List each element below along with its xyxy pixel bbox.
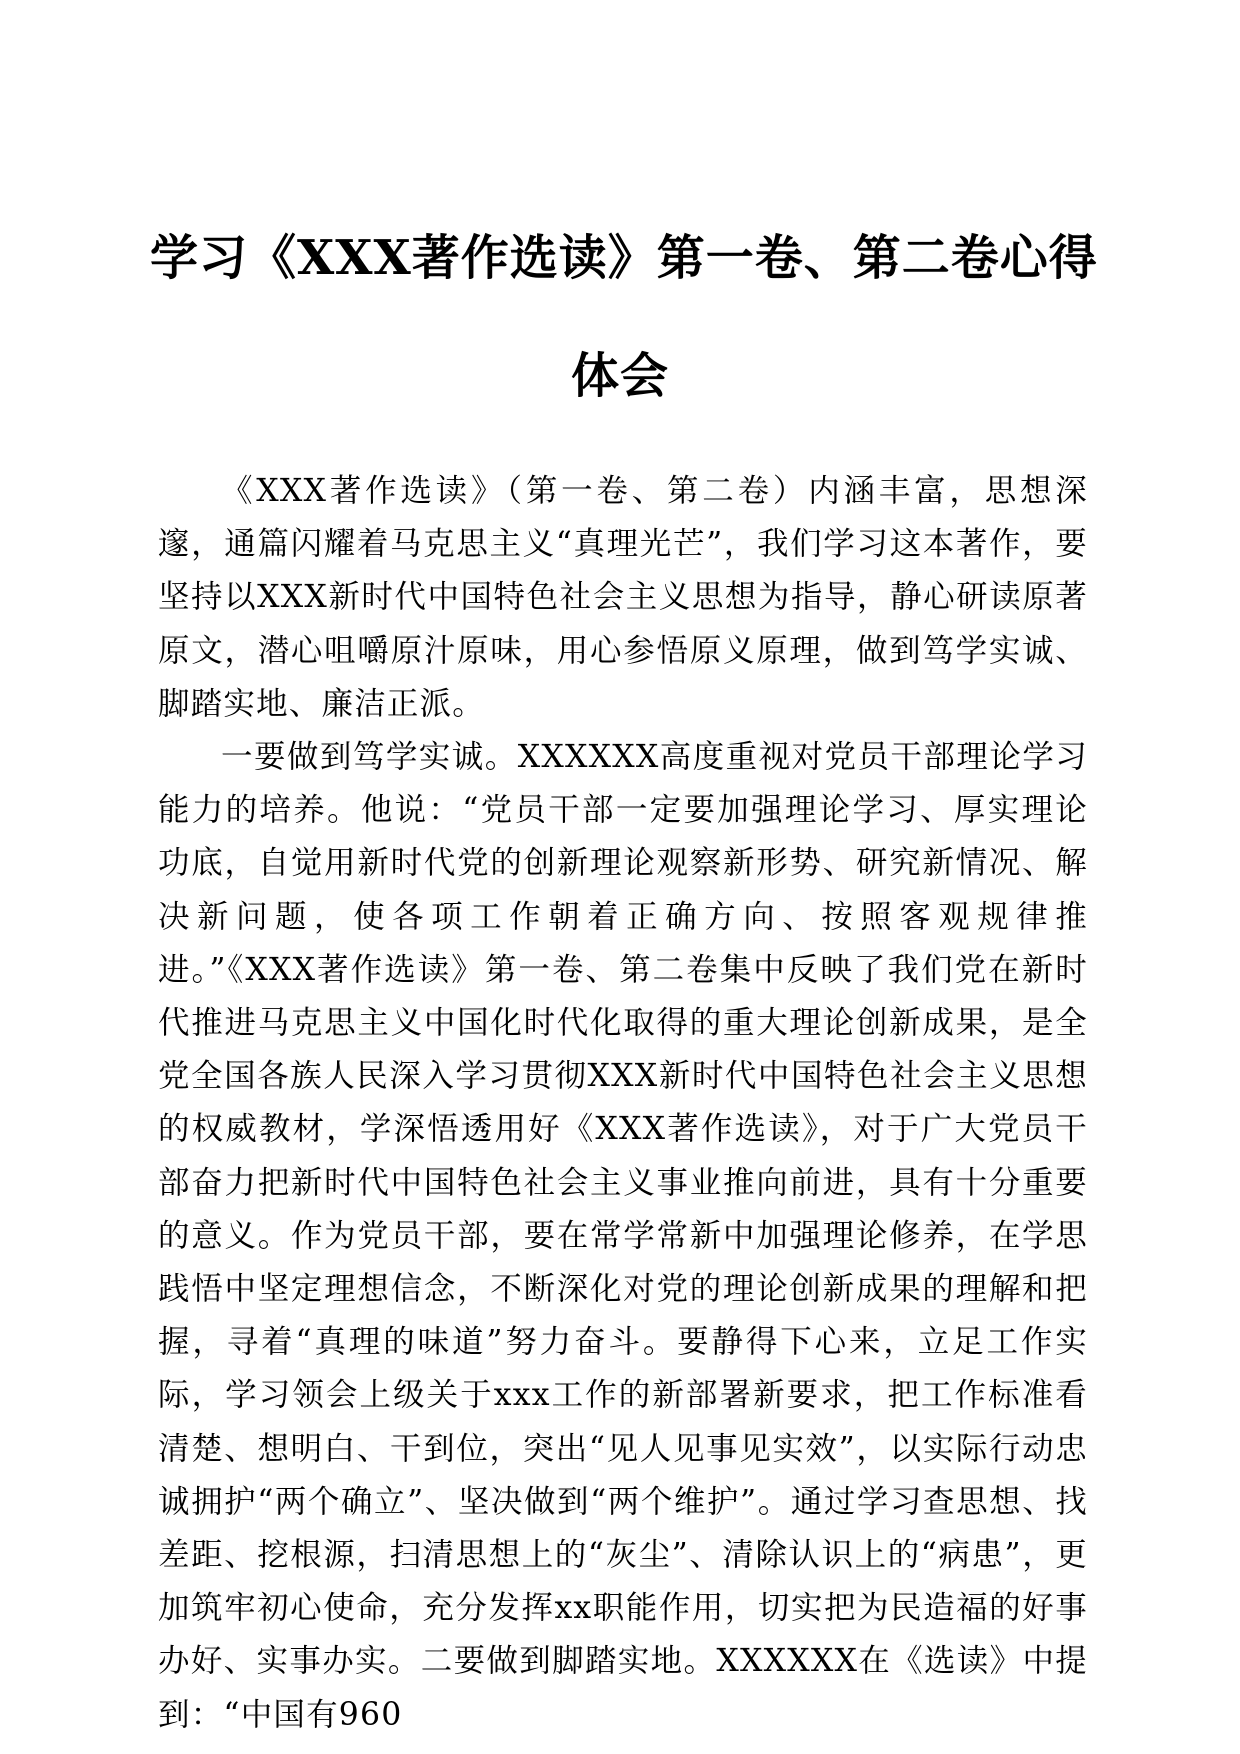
document-title-line-1: 学习《XXX著作选读》第一卷、第二卷心得: [150, 230, 1098, 286]
paragraph-intro: 《XXX著作选读》（第一卷、第二卷）内涵丰富，思想深邃，通篇闪耀着马克思主义“真理光芒”，我们学习这本著作，要坚持以XXX新时代中国特色社会主义思想为指导，静心研读原著原文，潜心咀嚼原汁原味，用心参悟原义原理，做到笃学实诚、脚踏实地、廉洁正派。: [158, 473, 1088, 722]
paragraph-first-point: 一要做到笃学实诚。XXXXXX高度重视对党员干部理论学习能力的培养。他说：“党员干部一定要加强理论学习、厚实理论功底，自觉用新时代党的创新理论观察新形势、研究新情况、解决新问题，使各项工作朝着正确方向、按照客观规律推进。”《XXX著作选读》第一卷、第二卷集中反映了我们党在新时代推进马克思主义中国化时代化取得的重大理论创新成果，是全党全国各族人民深入学习贯彻XXX新时代中国特色社会主义思想的权威教材，学深悟透用好《XXX著作选读》，对于广大党员干部奋力把新时代中国特色社会主义事业推向前进，具有十分重要的意义。作为党员干部，要在常学常新中加强理论修养，在学思践悟中坚定理想信念，不断深化对党的理论创新成果的理解和把握，寻着“真理的味道”努力奋斗。要静得下心来，立足工作实际，学习领会上级关于xxx工作的新部署新要求，把工作标准看清楚、想明白、干到位，突出“见人见事见实效”，以实际行动忠诚拥护“两个确立”、坚决做到“两个维护”。通过学习查思想、找差距、挖根源，扫清思想上的“灰尘”、清除认识上的“病患”，更加筑牢初心使命，充分发挥xx职能作用，切实把为民造福的好事办好、实事办实。二要做到脚踏实地。XXXXXX在《选读》中提到：“中国有960: [158, 739, 1088, 1733]
document-body: [158, 465, 1088, 1742]
document-title-line-2: 体会: [570, 348, 669, 404]
